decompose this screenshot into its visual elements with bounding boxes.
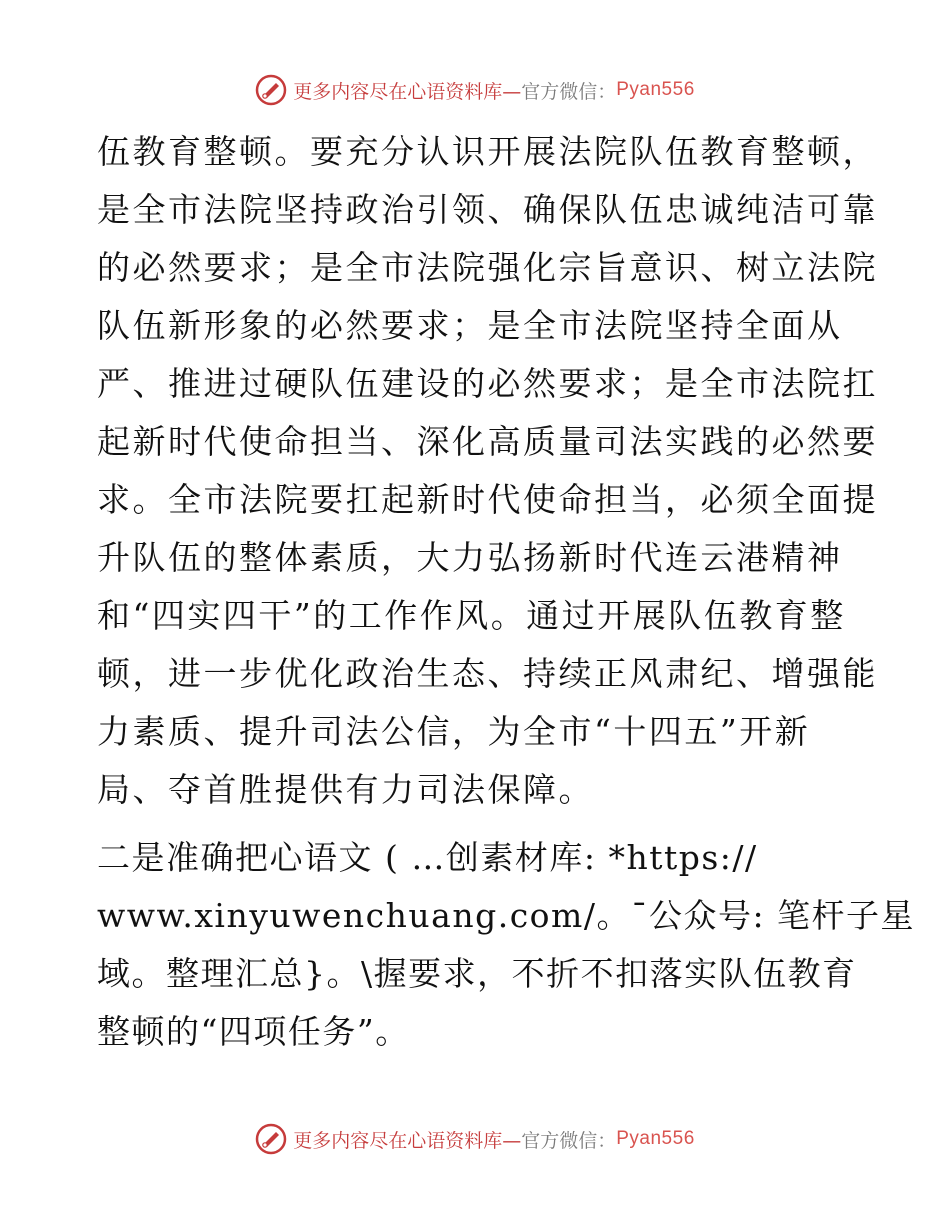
wechat-label: 官方微信：: [521, 80, 617, 103]
text-line: 严、推进过硬队伍建设的必然要求；是全市法院扛: [97, 364, 878, 403]
text-line: 二是准确把心语文 ( …创素材库: *https://: [97, 838, 758, 877]
text-line: 整顿的“四项任务”。: [97, 1012, 410, 1051]
watermark-text: 更多内容尽在心语资料库—: [293, 1129, 522, 1152]
text-line: 力素质、提升司法公信，为全市“十四五”开新: [97, 712, 811, 751]
text-line: 升队伍的整体素质，大力弘扬新时代连云港精神: [97, 538, 843, 577]
watermark-text: 更多内容尽在心语资料库—: [293, 80, 522, 103]
text-line: 队伍新形象的必然要求；是全市法院坚持全面从: [97, 306, 843, 345]
text-line: 是全市法院坚持政治引领、确保队伍忠诚纯洁可靠: [97, 190, 878, 229]
text-line: 域。整理汇总}。\握要求，不折不扣落实队伍教育: [97, 954, 857, 993]
paragraph-2: [97, 829, 916, 1061]
wechat-id: Pyan556: [616, 1128, 695, 1149]
wechat-label: 官方微信：: [521, 1129, 617, 1152]
wechat-id: Pyan556: [616, 79, 695, 100]
document-body: [97, 123, 916, 1061]
text-line: 伍教育整顿。要充分认识开展法院队伍教育整顿，: [97, 132, 878, 171]
text-line: 求。全市法院要扛起新时代使命担当，必须全面提: [97, 480, 878, 519]
brand-logo-icon: [255, 1123, 287, 1155]
text-line: 起新时代使命担当、深化高质量司法实践的必然要: [97, 422, 878, 461]
watermark-banner-bottom: [0, 1119, 950, 1159]
brand-logo-icon: [255, 74, 287, 106]
text-line: www.xinyuwenchuang.com/。¯公众号: 笔杆子星: [97, 896, 916, 935]
text-line: 和“四实四干”的工作作风。通过开展队伍教育整: [97, 596, 846, 635]
paragraph-1: [97, 123, 878, 819]
text-line: 局、夺首胜提供有力司法保障。: [97, 770, 594, 809]
text-line: 顿，进一步优化政治生态、持续正风肃纪、增强能: [97, 654, 878, 693]
watermark-banner-top: [0, 70, 950, 110]
text-line: 的必然要求；是全市法院强化宗旨意识、树立法院: [97, 248, 878, 287]
